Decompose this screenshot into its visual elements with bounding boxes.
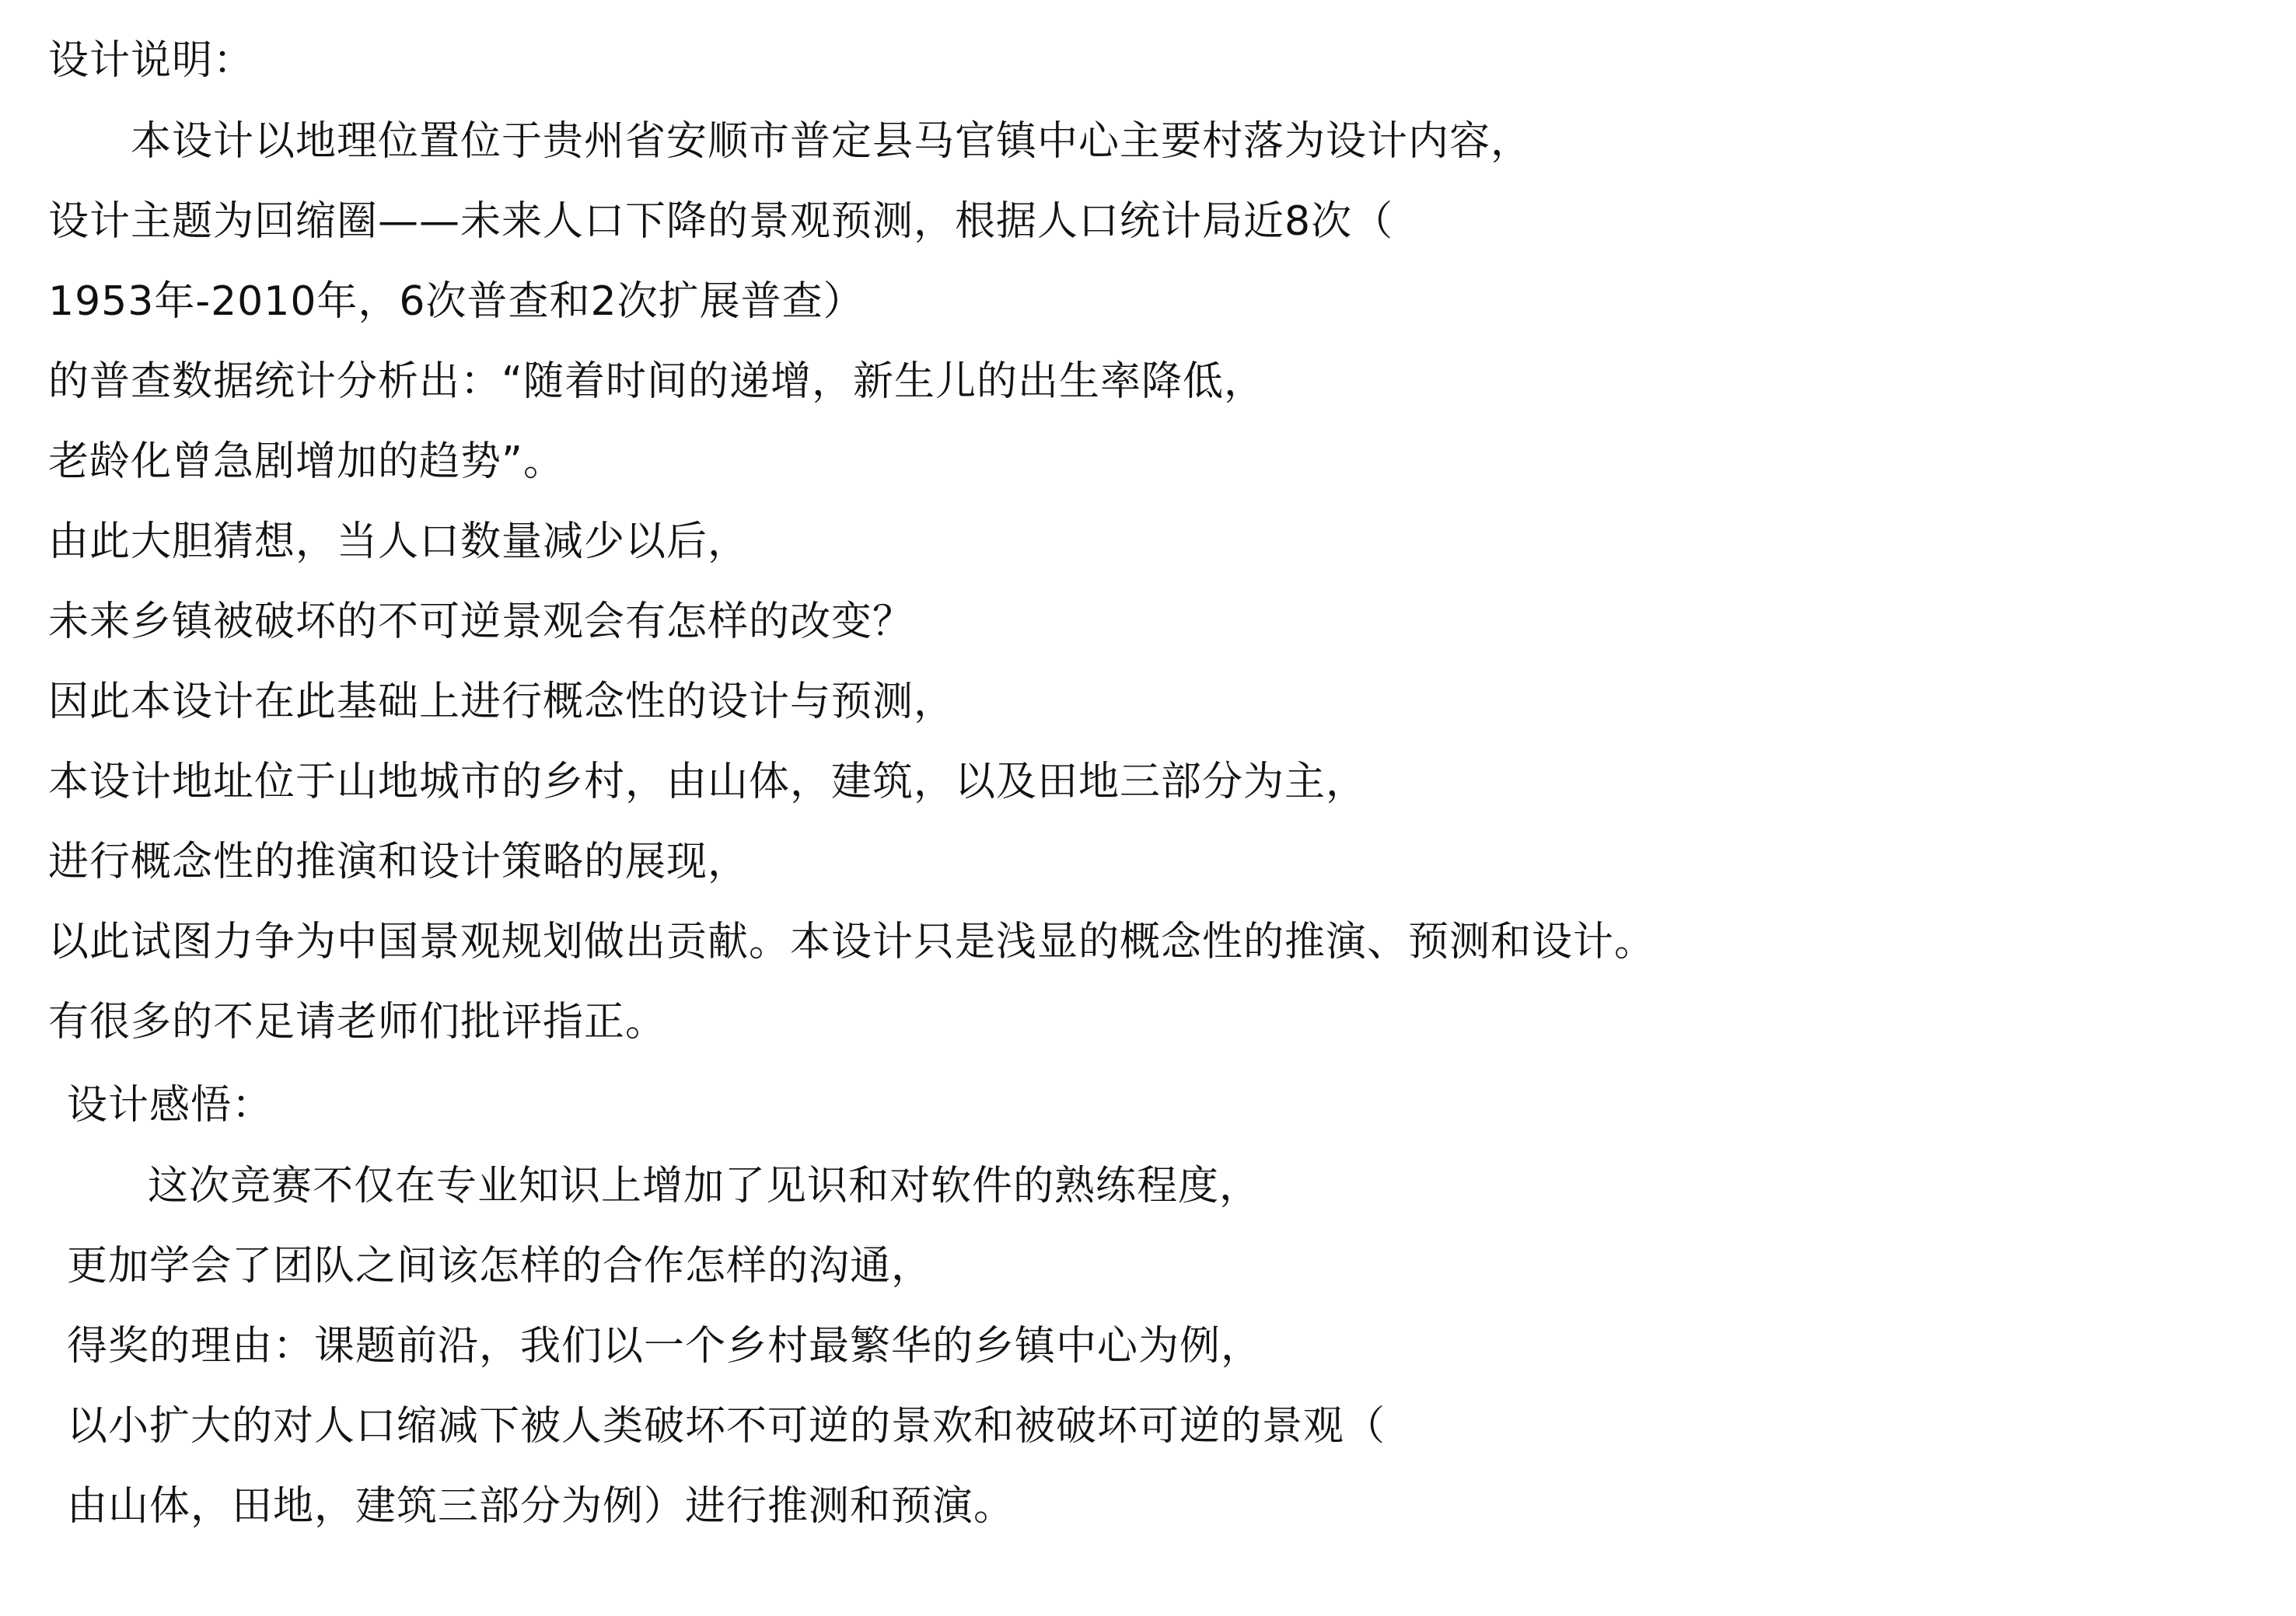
paragraph-line: 的普查数据统计分析出：“随着时间的递增，新生儿的出生率降低， bbox=[48, 358, 1265, 405]
paragraph-line: 这次竞赛不仅在专业知识上增加了见识和对软件的熟练程度， bbox=[148, 1163, 1261, 1209]
paragraph-line: 本设计以地理位置位于贵州省安顺市普定县马官镇中心主要村落为设计内容， bbox=[131, 118, 1532, 165]
design-reflection-heading: 设计感悟： bbox=[67, 1082, 274, 1129]
paragraph-line: 设计主题为回缩圈——未来人口下降的景观预测，根据人口统计局近8次（ bbox=[48, 198, 1394, 245]
paragraph-line: 老龄化曾急剧增加的趋势”。 bbox=[48, 438, 564, 485]
paragraph-line: 未来乡镇被破坏的不可逆景观会有怎样的改变？ bbox=[48, 599, 914, 645]
paragraph-line: 由此大胆猜想，当人口数量减少以后， bbox=[48, 518, 750, 565]
paragraph-line: 以小扩大的对人口缩减下被人类破坏不可逆的景欢和被破坏可逆的景观（ bbox=[67, 1403, 1386, 1450]
paragraph-line: 由山体，田地，建筑三部分为例）进行推测和预演。 bbox=[67, 1483, 1015, 1530]
paragraph-line: 进行概念性的推演和设计策略的展现， bbox=[48, 839, 750, 885]
paragraph-line: 本设计地址位于山地城市的乡村，由山体，建筑，以及田地三部分为主， bbox=[48, 759, 1368, 805]
paragraph-line: 有很多的不足请老师们批评指正。 bbox=[48, 999, 667, 1045]
paragraph-line: 因此本设计在此基础上进行概念性的设计与预测， bbox=[48, 679, 956, 725]
paragraph-line: 以此试图力争为中国景观规划做出贡献。本设计只是浅显的概念性的推演、预测和设计。 bbox=[48, 919, 1656, 965]
paragraph-line: 更加学会了团队之间该怎样的合作怎样的沟通， bbox=[67, 1243, 933, 1290]
design-description-heading: 设计说明： bbox=[48, 37, 255, 84]
paragraph-line: 1953年-2010年，6次普查和2次扩展普查） bbox=[48, 278, 865, 325]
paragraph-line: 得奖的理由：课题前沿，我们以一个乡村最繁华的乡镇中心为例， bbox=[67, 1323, 1263, 1370]
